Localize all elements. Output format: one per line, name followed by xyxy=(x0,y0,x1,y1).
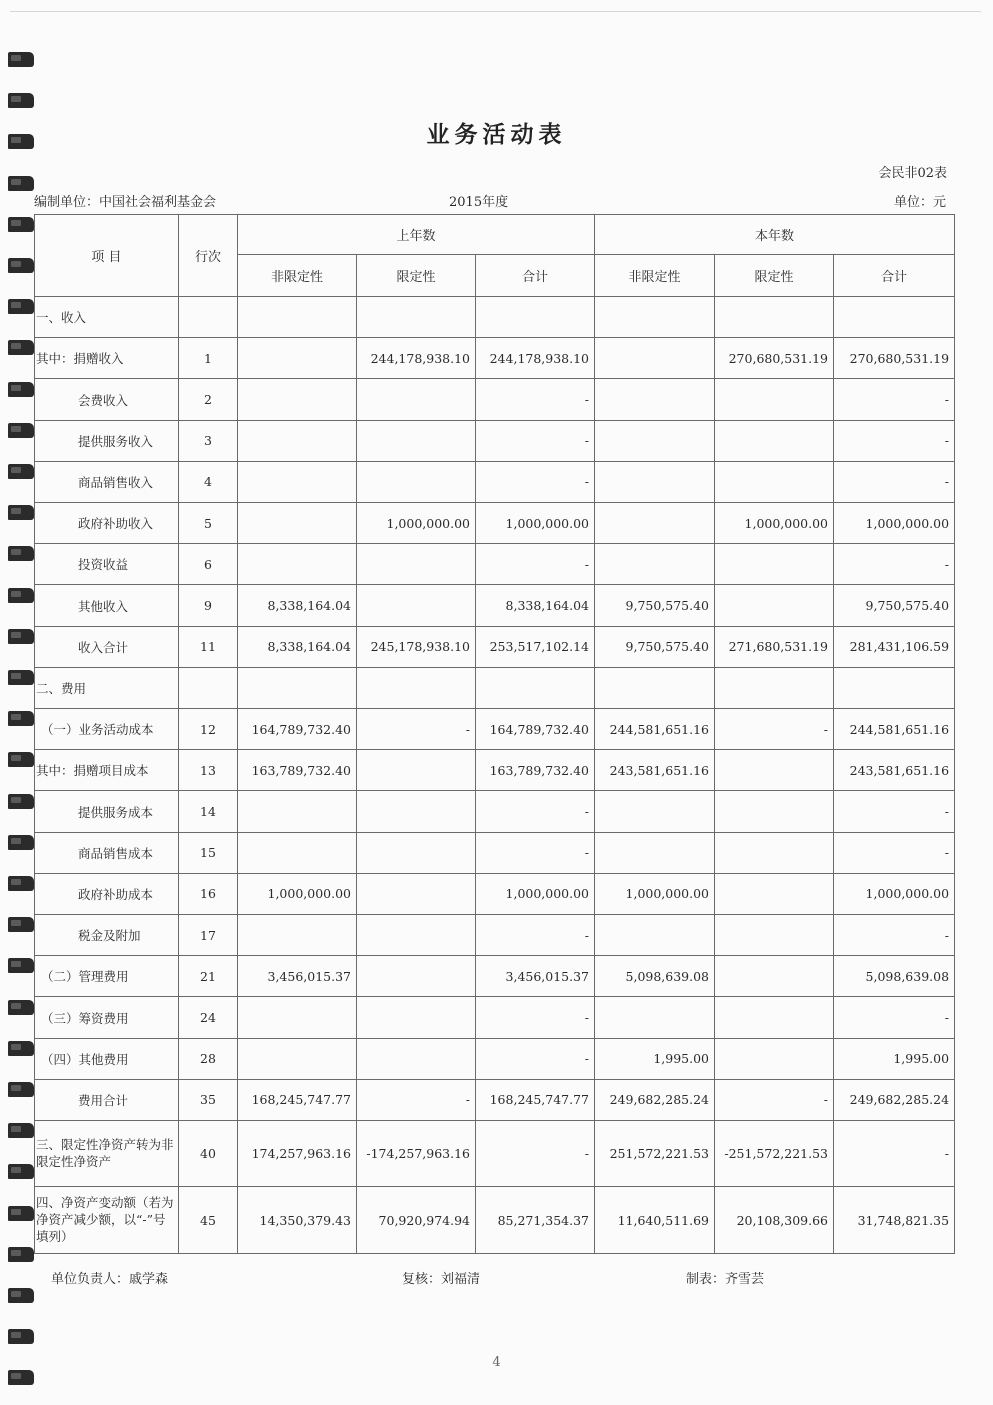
row-label: 一、收入 xyxy=(35,297,179,338)
amount-cell: 244,581,651.16 xyxy=(834,709,955,750)
row-line-number: 11 xyxy=(179,626,238,667)
binding-hole xyxy=(8,588,34,603)
amount-cell xyxy=(595,297,715,338)
amount-cell xyxy=(238,461,357,502)
amount-cell: - xyxy=(834,544,955,585)
binding-hole xyxy=(8,876,34,891)
amount-cell xyxy=(357,1038,476,1079)
row-line-number: 45 xyxy=(179,1187,238,1254)
amount-cell xyxy=(715,461,834,502)
row-label: 政府补助成本 xyxy=(35,873,179,914)
row-line-number: 28 xyxy=(179,1038,238,1079)
amount-cell: 249,682,285.24 xyxy=(595,1079,715,1120)
row-line-number xyxy=(179,667,238,708)
amount-cell: 1,995.00 xyxy=(595,1038,715,1079)
row-line-number: 1 xyxy=(179,338,238,379)
amount-cell xyxy=(357,873,476,914)
amount-cell: 1,000,000.00 xyxy=(715,503,834,544)
amount-cell: 85,271,354.37 xyxy=(476,1187,595,1254)
amount-cell xyxy=(476,297,595,338)
amount-cell: - xyxy=(834,379,955,420)
amount-cell: 270,680,531.19 xyxy=(715,338,834,379)
amount-cell xyxy=(238,338,357,379)
amount-cell: 164,789,732.40 xyxy=(238,709,357,750)
row-line-number: 9 xyxy=(179,585,238,626)
amount-cell: 1,000,000.00 xyxy=(834,873,955,914)
table-row xyxy=(35,1121,955,1187)
table-row xyxy=(35,379,955,420)
amount-cell: 1,995.00 xyxy=(834,1038,955,1079)
binding-hole xyxy=(8,340,34,355)
amount-cell xyxy=(715,832,834,873)
amount-cell xyxy=(834,667,955,708)
amount-cell xyxy=(357,915,476,956)
header-prev-year: 上年数 xyxy=(238,215,595,255)
amount-cell: 9,750,575.40 xyxy=(595,626,715,667)
amount-cell xyxy=(476,667,595,708)
amount-cell: 70,920,974.94 xyxy=(357,1187,476,1254)
binding-hole xyxy=(8,299,34,314)
binding-hole xyxy=(8,629,34,644)
amount-cell: 251,572,221.53 xyxy=(595,1121,715,1187)
amount-cell: 163,789,732.40 xyxy=(476,750,595,791)
amount-cell xyxy=(595,420,715,461)
binding-hole xyxy=(8,1082,34,1097)
amount-cell: - xyxy=(476,791,595,832)
amount-cell: - xyxy=(476,832,595,873)
header-prev-unrestricted: 非限定性 xyxy=(238,255,357,297)
binding-hole xyxy=(8,958,34,973)
table-row xyxy=(35,585,955,626)
amount-cell xyxy=(238,297,357,338)
amount-cell xyxy=(715,750,834,791)
amount-cell xyxy=(595,379,715,420)
binding-hole xyxy=(8,52,34,67)
amount-cell xyxy=(715,1038,834,1079)
row-label: 投资收益 xyxy=(35,544,179,585)
row-label: 其中：捐赠项目成本 xyxy=(35,750,179,791)
row-line-number: 12 xyxy=(179,709,238,750)
header-item: 项 目 xyxy=(35,215,179,297)
amount-cell: - xyxy=(834,915,955,956)
binding-hole xyxy=(8,546,34,561)
row-label: 二、费用 xyxy=(35,667,179,708)
amount-cell: 1,000,000.00 xyxy=(476,503,595,544)
page-top-border xyxy=(10,11,981,12)
row-line-number: 40 xyxy=(179,1121,238,1187)
binding-hole xyxy=(8,794,34,809)
amount-cell: - xyxy=(357,709,476,750)
amount-cell xyxy=(595,667,715,708)
amount-cell: 20,108,309.66 xyxy=(715,1187,834,1254)
table-row xyxy=(35,1187,955,1254)
binding-hole xyxy=(8,505,34,520)
amount-cell xyxy=(357,667,476,708)
amount-cell xyxy=(595,832,715,873)
amount-cell: 1,000,000.00 xyxy=(595,873,715,914)
amount-cell: 8,338,164.04 xyxy=(476,585,595,626)
amount-cell: - xyxy=(715,1079,834,1120)
row-line-number: 6 xyxy=(179,544,238,585)
amount-cell xyxy=(715,791,834,832)
row-label: 商品销售成本 xyxy=(35,832,179,873)
amount-cell xyxy=(238,667,357,708)
binding-hole xyxy=(8,1288,34,1303)
amount-cell: - xyxy=(476,461,595,502)
binding-hole xyxy=(8,217,34,232)
amount-cell: 243,581,651.16 xyxy=(595,750,715,791)
amount-cell xyxy=(715,915,834,956)
table-row xyxy=(35,997,955,1038)
row-line-number: 16 xyxy=(179,873,238,914)
amount-cell: - xyxy=(834,997,955,1038)
row-label: 会费收入 xyxy=(35,379,179,420)
amount-cell: 168,245,747.77 xyxy=(476,1079,595,1120)
amount-cell xyxy=(595,997,715,1038)
signature-review: 复核：刘福清 xyxy=(402,1272,481,1287)
amount-cell: 163,789,732.40 xyxy=(238,750,357,791)
amount-cell xyxy=(238,997,357,1038)
amount-cell: 270,680,531.19 xyxy=(834,338,955,379)
header-prev-restricted: 限定性 xyxy=(357,255,476,297)
row-label: 其他收入 xyxy=(35,585,179,626)
table-row xyxy=(35,791,955,832)
amount-cell: 1,000,000.00 xyxy=(834,503,955,544)
table-row xyxy=(35,420,955,461)
binding-hole xyxy=(8,1206,34,1221)
row-label: 税金及附加 xyxy=(35,915,179,956)
amount-cell xyxy=(238,791,357,832)
amount-cell xyxy=(595,915,715,956)
row-label: 三、限定性净资产转为非限定性净资产 xyxy=(35,1121,179,1187)
amount-cell: - xyxy=(476,997,595,1038)
table-row xyxy=(35,956,955,997)
amount-cell: 9,750,575.40 xyxy=(834,585,955,626)
binding-hole xyxy=(8,1000,34,1015)
binding-hole xyxy=(8,382,34,397)
amount-cell xyxy=(238,1038,357,1079)
header-curr-unrestricted: 非限定性 xyxy=(595,255,715,297)
header-prev-total: 合计 xyxy=(476,255,595,297)
amount-cell: 245,178,938.10 xyxy=(357,626,476,667)
table-row xyxy=(35,832,955,873)
binding-hole xyxy=(8,93,34,108)
table-row xyxy=(35,667,955,708)
table-row xyxy=(35,750,955,791)
amount-cell: - xyxy=(476,379,595,420)
amount-cell xyxy=(357,832,476,873)
table-row xyxy=(35,338,955,379)
page-number: 4 xyxy=(492,1355,501,1370)
amount-cell: 168,245,747.77 xyxy=(238,1079,357,1120)
amount-cell: - xyxy=(476,1038,595,1079)
amount-cell xyxy=(238,379,357,420)
amount-cell: 244,178,938.10 xyxy=(476,338,595,379)
amount-cell xyxy=(357,379,476,420)
amount-cell: - xyxy=(834,1121,955,1187)
amount-cell xyxy=(357,750,476,791)
amount-cell: 11,640,511.69 xyxy=(595,1187,715,1254)
amount-cell: 3,456,015.37 xyxy=(476,956,595,997)
amount-cell xyxy=(595,338,715,379)
amount-cell xyxy=(238,420,357,461)
preparing-unit: 编制单位：中国社会福利基金会 xyxy=(34,195,217,210)
header-curr-restricted: 限定性 xyxy=(715,255,834,297)
amount-cell: 3,456,015.37 xyxy=(238,956,357,997)
amount-cell xyxy=(357,461,476,502)
signature-prepared: 制表：齐雪芸 xyxy=(686,1272,765,1287)
binding-hole xyxy=(8,670,34,685)
row-label: 提供服务成本 xyxy=(35,791,179,832)
amount-cell: 1,000,000.00 xyxy=(476,873,595,914)
signature-head: 单位负责人：戚学森 xyxy=(51,1272,169,1287)
table-row xyxy=(35,626,955,667)
amount-cell: 31,748,821.35 xyxy=(834,1187,955,1254)
amount-cell xyxy=(238,503,357,544)
fiscal-year: 2015年度 xyxy=(449,195,509,210)
amount-cell xyxy=(715,544,834,585)
amount-cell xyxy=(595,791,715,832)
table-row xyxy=(35,1079,955,1120)
amount-cell: 244,178,938.10 xyxy=(357,338,476,379)
row-line-number: 3 xyxy=(179,420,238,461)
binding-hole xyxy=(8,1123,34,1138)
binding-hole xyxy=(8,258,34,273)
header-curr-total: 合计 xyxy=(834,255,955,297)
row-line-number: 24 xyxy=(179,997,238,1038)
binding-hole xyxy=(8,464,34,479)
binding-hole xyxy=(8,176,34,191)
amount-cell xyxy=(238,832,357,873)
amount-cell xyxy=(595,461,715,502)
amount-cell xyxy=(238,544,357,585)
amount-cell: - xyxy=(476,1121,595,1187)
row-line-number: 15 xyxy=(179,832,238,873)
amount-cell xyxy=(357,997,476,1038)
row-line-number: 35 xyxy=(179,1079,238,1120)
amount-cell: 174,257,963.16 xyxy=(238,1121,357,1187)
row-label: （三）筹资费用 xyxy=(35,997,179,1038)
amount-cell xyxy=(357,956,476,997)
binding-hole xyxy=(8,423,34,438)
row-line-number: 21 xyxy=(179,956,238,997)
amount-cell: 1,000,000.00 xyxy=(238,873,357,914)
table-row xyxy=(35,915,955,956)
binding-hole xyxy=(8,835,34,850)
amount-cell: 249,682,285.24 xyxy=(834,1079,955,1120)
table-row xyxy=(35,503,955,544)
amount-cell: - xyxy=(476,420,595,461)
amount-cell: - xyxy=(476,544,595,585)
table-row xyxy=(35,297,955,338)
row-label: 提供服务收入 xyxy=(35,420,179,461)
amount-cell: 1,000,000.00 xyxy=(357,503,476,544)
row-label: 收入合计 xyxy=(35,626,179,667)
row-line-number: 5 xyxy=(179,503,238,544)
amount-cell: 271,680,531.19 xyxy=(715,626,834,667)
amount-cell: - xyxy=(834,461,955,502)
row-label: 政府补助收入 xyxy=(35,503,179,544)
amount-cell: - xyxy=(834,420,955,461)
amount-cell xyxy=(357,585,476,626)
amount-cell xyxy=(715,420,834,461)
amount-cell xyxy=(715,997,834,1038)
form-code: 会民非02表 xyxy=(878,166,947,181)
binding-hole xyxy=(8,1247,34,1262)
amount-cell: -174,257,963.16 xyxy=(357,1121,476,1187)
table-row xyxy=(35,1038,955,1079)
amount-cell xyxy=(357,297,476,338)
row-line-number: 17 xyxy=(179,915,238,956)
amount-cell: 244,581,651.16 xyxy=(595,709,715,750)
amount-cell xyxy=(715,585,834,626)
amount-cell: 8,338,164.04 xyxy=(238,585,357,626)
amount-cell: 253,517,102.14 xyxy=(476,626,595,667)
amount-cell: -251,572,221.53 xyxy=(715,1121,834,1187)
amount-cell: - xyxy=(834,791,955,832)
row-label: （二）管理费用 xyxy=(35,956,179,997)
row-label: （一）业务活动成本 xyxy=(35,709,179,750)
binding-hole xyxy=(8,1041,34,1056)
row-label: 费用合计 xyxy=(35,1079,179,1120)
amount-cell xyxy=(715,873,834,914)
amount-cell: 5,098,639.08 xyxy=(595,956,715,997)
amount-cell xyxy=(595,544,715,585)
business-activity-table xyxy=(34,214,955,1254)
row-label: 四、净资产变动额（若为净资产减少额，以“-”号填列） xyxy=(35,1187,179,1254)
binding-hole xyxy=(8,752,34,767)
binding-hole xyxy=(8,1370,34,1385)
amount-cell: 281,431,106.59 xyxy=(834,626,955,667)
amount-cell xyxy=(357,544,476,585)
amount-cell xyxy=(715,956,834,997)
amount-cell xyxy=(715,379,834,420)
header-line: 行次 xyxy=(179,215,238,297)
amount-cell: - xyxy=(476,915,595,956)
amount-cell xyxy=(715,297,834,338)
row-line-number: 13 xyxy=(179,750,238,791)
amount-cell: - xyxy=(357,1079,476,1120)
table-row xyxy=(35,461,955,502)
row-line-number xyxy=(179,297,238,338)
row-label: 其中：捐赠收入 xyxy=(35,338,179,379)
binding-hole xyxy=(8,711,34,726)
row-label: （四）其他费用 xyxy=(35,1038,179,1079)
row-line-number: 14 xyxy=(179,791,238,832)
amount-cell xyxy=(357,791,476,832)
header-curr-year: 本年数 xyxy=(595,215,955,255)
amount-cell: 14,350,379.43 xyxy=(238,1187,357,1254)
row-label: 商品销售收入 xyxy=(35,461,179,502)
binding-hole xyxy=(8,917,34,932)
amount-cell: 243,581,651.16 xyxy=(834,750,955,791)
amount-cell: 164,789,732.40 xyxy=(476,709,595,750)
table-row xyxy=(35,544,955,585)
amount-cell xyxy=(715,667,834,708)
amount-cell: - xyxy=(834,832,955,873)
table-row xyxy=(35,709,955,750)
currency-unit: 单位：元 xyxy=(893,195,946,210)
table-row xyxy=(35,873,955,914)
amount-cell: - xyxy=(715,709,834,750)
page-title: 业务活动表 xyxy=(426,121,567,148)
binding-hole xyxy=(8,1164,34,1179)
amount-cell: 8,338,164.04 xyxy=(238,626,357,667)
amount-cell xyxy=(238,915,357,956)
amount-cell xyxy=(357,420,476,461)
amount-cell: 5,098,639.08 xyxy=(834,956,955,997)
row-line-number: 4 xyxy=(179,461,238,502)
row-line-number: 2 xyxy=(179,379,238,420)
amount-cell xyxy=(595,503,715,544)
amount-cell: 9,750,575.40 xyxy=(595,585,715,626)
amount-cell xyxy=(834,297,955,338)
binding-hole xyxy=(8,1329,34,1344)
